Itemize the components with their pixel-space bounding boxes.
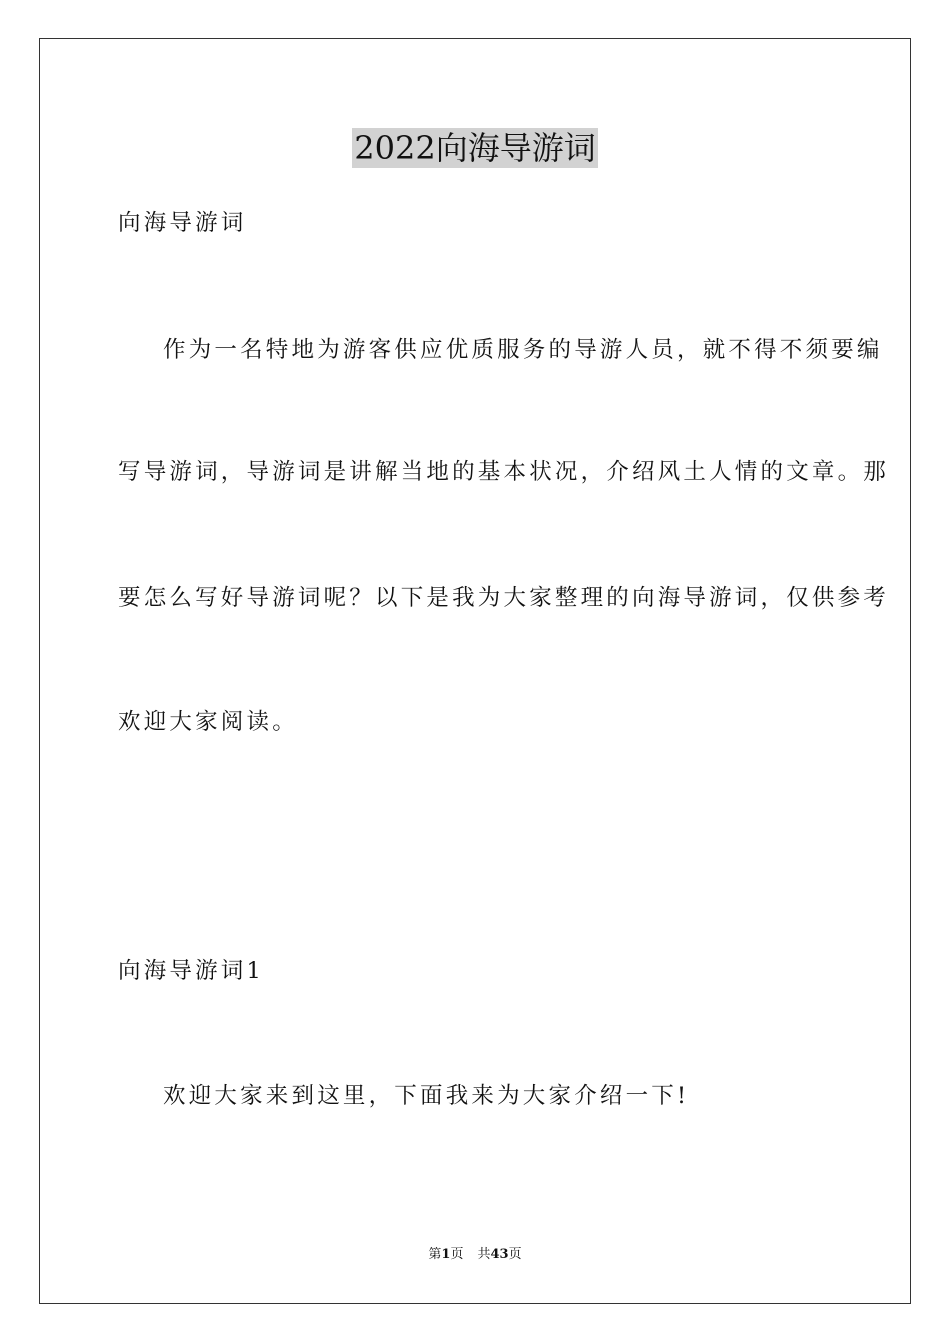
document-title: 2022向海导游词 xyxy=(354,129,596,167)
footer-total-prefix: 共 xyxy=(477,1247,491,1262)
footer-total-suffix: 页 xyxy=(508,1247,522,1262)
footer-total-pages: 43 xyxy=(490,1247,509,1262)
page-footer xyxy=(0,1246,950,1264)
paragraph-line: 欢迎大家阅读。 xyxy=(118,709,298,735)
title-wrap xyxy=(0,128,950,168)
footer-page-suffix: 页 xyxy=(450,1247,464,1262)
footer-page-number: 1 xyxy=(441,1247,451,1262)
subtitle-line: 向海导游词 xyxy=(118,210,247,236)
paragraph-line: 作为一名特地为游客供应优质服务的导游人员，就不得不须要编 xyxy=(163,337,883,363)
section-heading: 向海导游词1 xyxy=(118,958,265,984)
paragraph-line: 欢迎大家来到这里，下面我来为大家介绍一下! xyxy=(163,1083,690,1109)
footer-page-prefix: 第 xyxy=(428,1247,442,1262)
paragraph-line: 要怎么写好导游词呢？以下是我为大家整理的向海导游词，仅供参考 xyxy=(118,585,890,611)
paragraph-line: 写导游词，导游词是讲解当地的基本状况，介绍风土人情的文章。那 xyxy=(118,459,890,485)
